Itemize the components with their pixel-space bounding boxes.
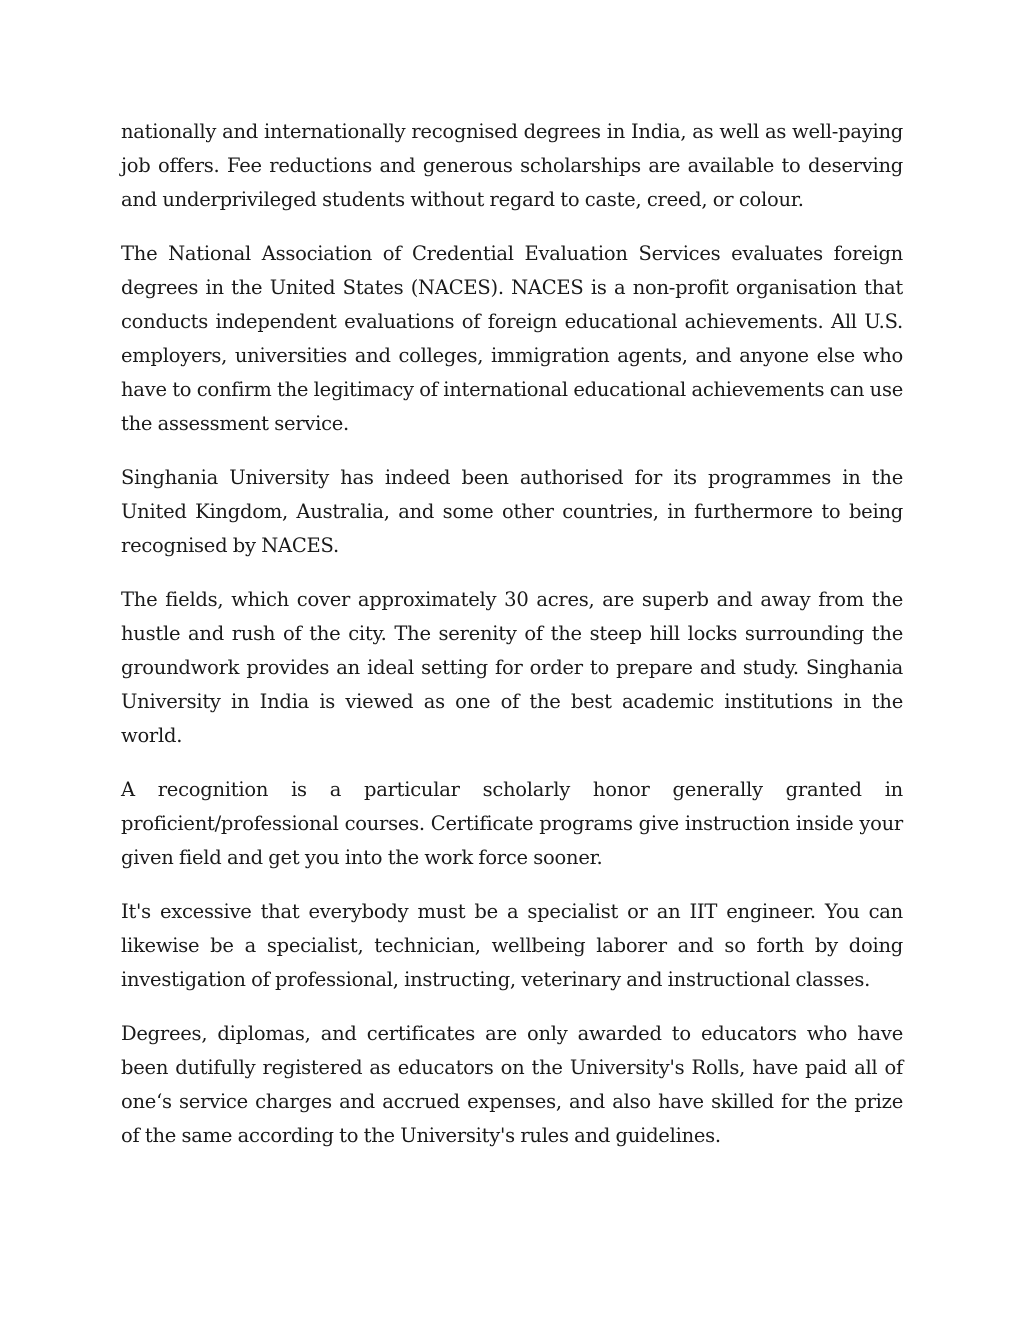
paragraph: nationally and internationally recognised degrees in India, as well as well-paying job offers. Fee reductions and generous scholarships are available to deserving and underprivileged students without regard to caste, creed, or colour. (121, 120, 903, 211)
paragraph: The fields, which cover approximately 30 acres, are superb and away from the hustle and rush of the city. The serenity of the steep hill locks surrounding the groundwork provides an ideal setting for order to prepare and study. Singhania University in India is viewed as one of the best academic institutions in the world. (121, 588, 903, 747)
paragraph: A recognition is a particular scholarly honor generally granted in proficient/professional courses. Certificate programs give instruction inside your given field and get you into the work force sooner. (121, 778, 903, 869)
document-body (121, 115, 903, 1173)
paragraph: The National Association of Credential Evaluation Services evaluates foreign degrees in the United States (NACES). NACES is a non-profit organisation that conducts independent evaluations of foreign educational achievements. All U.S. employers, universities and colleges, immigration agents, and anyone else who have to confirm the legitimacy of international educational achievements can use the assessment service. (121, 242, 903, 435)
paragraph: It's excessive that everybody must be a specialist or an IIT engineer. You can likewise be a specialist, technician, wellbeing laborer and so forth by doing investigation of professional, instructing, veterinary and instructional classes. (121, 900, 903, 991)
paragraph: Singhania University has indeed been authorised for its programmes in the United Kingdom, Australia, and some other countries, in furthermore to being recognised by NACES. (121, 466, 903, 557)
paragraph: Degrees, diplomas, and certificates are only awarded to educators who have been dutifully registered as educators on the University's Rolls, have paid all of one‘s service charges and accrued expenses, and also have skilled for the prize of the same according to the University's rules and guidelines. (121, 1022, 903, 1147)
